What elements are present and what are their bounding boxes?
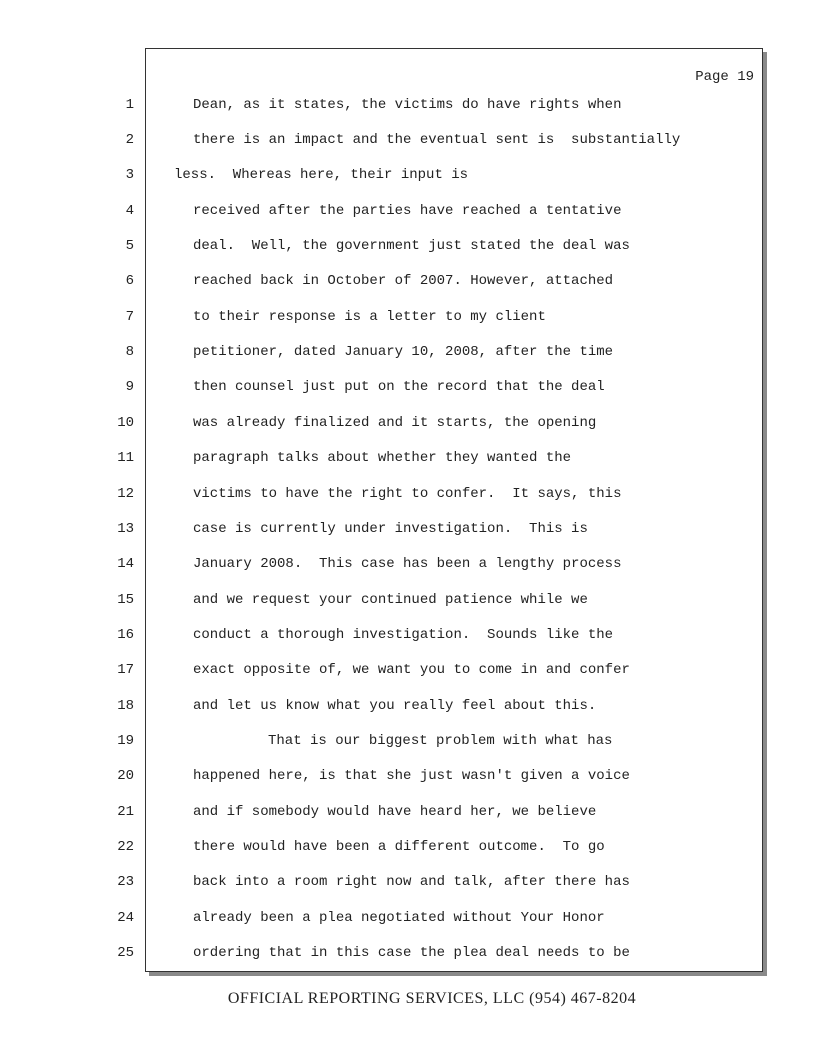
line-number-18: 18 bbox=[117, 698, 134, 714]
line-number-7: 7 bbox=[125, 309, 134, 325]
transcript-page bbox=[145, 48, 763, 972]
line-number-3: 3 bbox=[125, 167, 134, 183]
line-text-20: happened here, is that she just wasn't given a voice bbox=[193, 768, 630, 784]
line-number-14: 14 bbox=[117, 556, 134, 572]
line-text-23: back into a room right now and talk, after there has bbox=[193, 874, 630, 890]
page-number-label: Page 19 bbox=[695, 69, 754, 85]
line-text-8: petitioner, dated January 10, 2008, after the time bbox=[193, 344, 614, 360]
line-number-5: 5 bbox=[125, 238, 134, 254]
line-text-1: Dean, as it states, the victims do have rights when bbox=[193, 97, 622, 113]
line-number-12: 12 bbox=[117, 486, 134, 502]
line-number-15: 15 bbox=[117, 592, 134, 608]
line-number-6: 6 bbox=[125, 273, 134, 289]
line-number-9: 9 bbox=[125, 379, 134, 395]
line-text-10: was already finalized and it starts, the opening bbox=[193, 415, 597, 431]
line-number-11: 11 bbox=[117, 450, 134, 466]
line-number-20: 20 bbox=[117, 768, 134, 784]
line-number-16: 16 bbox=[117, 627, 134, 643]
line-text-22: there would have been a different outcome. To go bbox=[193, 839, 605, 855]
line-text-25: ordering that in this case the plea deal needs to be bbox=[193, 945, 630, 961]
line-text-5: deal. Well, the government just stated the deal was bbox=[193, 238, 630, 254]
line-text-9: then counsel just put on the record that the deal bbox=[193, 379, 605, 395]
line-number-25: 25 bbox=[117, 945, 134, 961]
line-text-19: That is our biggest problem with what has bbox=[268, 733, 613, 749]
line-number-19: 19 bbox=[117, 733, 134, 749]
line-number-21: 21 bbox=[117, 804, 134, 820]
line-number-22: 22 bbox=[117, 839, 134, 855]
line-number-4: 4 bbox=[125, 203, 134, 219]
line-text-11: paragraph talks about whether they wanted the bbox=[193, 450, 572, 466]
line-number-13: 13 bbox=[117, 521, 134, 537]
line-text-12: victims to have the right to confer. It says, this bbox=[193, 486, 622, 502]
line-number-1: 1 bbox=[125, 97, 134, 113]
line-text-2: there is an impact and the eventual sent is substantially bbox=[193, 132, 681, 148]
line-text-17: exact opposite of, we want you to come in and confer bbox=[193, 662, 630, 678]
line-text-14: January 2008. This case has been a lengthy process bbox=[193, 556, 622, 572]
line-number-8: 8 bbox=[125, 344, 134, 360]
line-number-2: 2 bbox=[125, 132, 134, 148]
line-number-23: 23 bbox=[117, 874, 134, 890]
line-text-3: less. Whereas here, their input is bbox=[174, 167, 469, 183]
line-text-16: conduct a thorough investigation. Sounds like the bbox=[193, 627, 614, 643]
line-number-10: 10 bbox=[117, 415, 134, 431]
line-text-15: and we request your continued patience while we bbox=[193, 592, 588, 608]
line-text-6: reached back in October of 2007. However, attached bbox=[193, 273, 614, 289]
line-text-21: and if somebody would have heard her, we believe bbox=[193, 804, 597, 820]
line-text-7: to their response is a letter to my client bbox=[193, 309, 546, 325]
line-text-24: already been a plea negotiated without Your Honor bbox=[193, 910, 605, 926]
line-text-18: and let us know what you really feel about this. bbox=[193, 698, 597, 714]
reporting-service-footer: OFFICIAL REPORTING SERVICES, LLC (954) 467-8204 bbox=[227, 990, 637, 1007]
line-text-4: received after the parties have reached a tentative bbox=[193, 203, 622, 219]
line-number-17: 17 bbox=[117, 662, 134, 678]
line-number-24: 24 bbox=[117, 910, 134, 926]
line-text-13: case is currently under investigation. This is bbox=[193, 521, 588, 537]
